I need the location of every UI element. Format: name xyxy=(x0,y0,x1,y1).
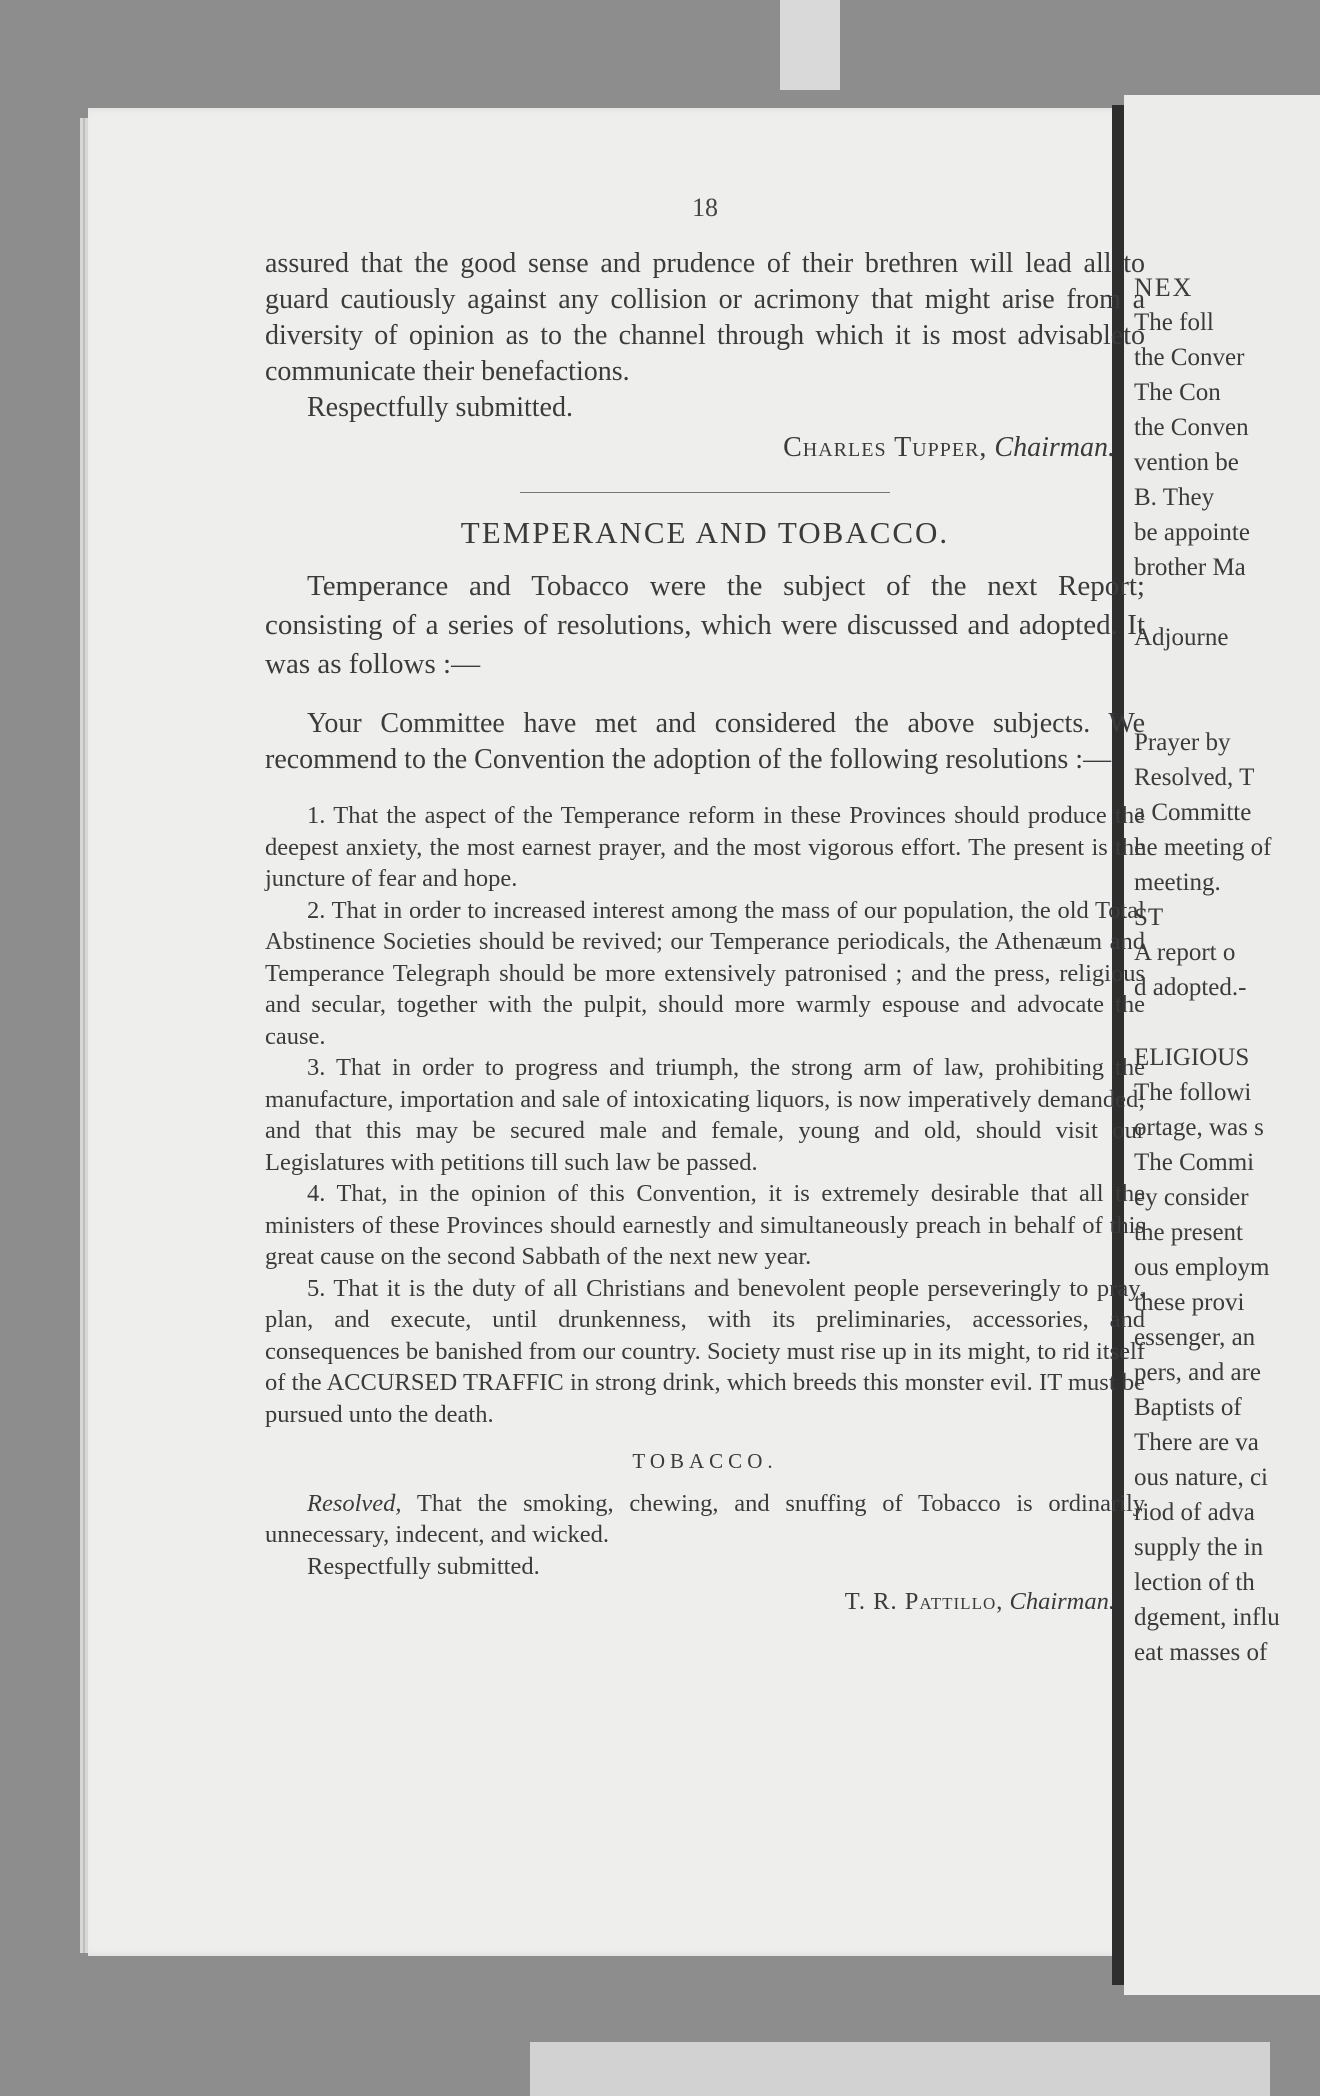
right-page-line: be appointe xyxy=(1134,519,1250,546)
scan-top-strip xyxy=(780,0,840,90)
resolution-1: 1. That the aspect of the Temperance reform in these Provinces should produce the deepest anxiety, the most earnest prayer, and the most vigorous effort. The present is the juncture of fear and hope. xyxy=(265,802,1145,892)
right-page-line: Prayer by xyxy=(1134,729,1231,756)
left-page-text xyxy=(265,190,1145,1618)
right-page-line: ELIGIOUS xyxy=(1134,1044,1250,1071)
signature-2-name: T. R. Pattillo, xyxy=(844,1588,1004,1615)
tobacco-resolved-label: Resolved, xyxy=(307,1489,402,1517)
tobacco-resolution xyxy=(265,1488,1145,1551)
resolution-4: 4. That, in the opinion of this Convention, it is extremely desirable that all the ministers of these Provinces should earnestly and simultaneously preach in behalf of this great cause on the second Sabbath of the next new year. xyxy=(265,1180,1145,1270)
right-page-line xyxy=(1134,585,1320,620)
tobacco-heading: TOBACCO. xyxy=(632,1449,778,1473)
right-page-line: There are va xyxy=(1134,1429,1259,1456)
section-divider xyxy=(520,492,890,493)
right-page-line: he meeting of xyxy=(1134,834,1272,861)
committee-paragraph: Your Committee have met and considered the above subjects. We recommend to the Convention the adoption of the following resolutions :— xyxy=(265,708,1145,775)
right-page-line xyxy=(1134,690,1320,725)
respectfully-submitted-2: Respectfully submitted. xyxy=(307,1552,540,1580)
right-page-line: d adopted.- xyxy=(1134,974,1247,1001)
signature-tupper xyxy=(265,430,1115,466)
right-page-line: the Conven xyxy=(1134,414,1249,441)
signature-1-role: Chairman. xyxy=(994,432,1115,463)
intro-paragraph: assured that the good sense and prudence of their brethren will lead all to guard cautiously against any collision or acrimony that might arise from a diversity of opinion as to the channel through which it is most advisableto communicate their benefactions. xyxy=(265,248,1145,387)
right-page-line: ous employm xyxy=(1134,1254,1270,1281)
right-page-line: The followi xyxy=(1134,1079,1252,1106)
right-page-line: essenger, an xyxy=(1134,1324,1256,1351)
right-page-line: eat masses of xyxy=(1134,1639,1268,1666)
right-page-line: brother Ma xyxy=(1134,554,1246,581)
right-page-line: supply the in xyxy=(1134,1534,1264,1561)
right-page-line: a Committe xyxy=(1134,799,1252,826)
right-page-line: B. They xyxy=(1134,484,1215,511)
page-number: 18 xyxy=(692,193,718,222)
right-page-line: vention be xyxy=(1134,449,1239,476)
right-page-line: pers, and are xyxy=(1134,1359,1262,1386)
right-page-line: these provi xyxy=(1134,1289,1245,1316)
resolutions-list xyxy=(265,800,1145,1618)
tobacco-resolution-text: That the smoking, chewing, and snuffing of Tobacco is ordinarily unnecessary, indecent, and wicked. xyxy=(265,1489,1145,1548)
section-intro: Temperance and Tobacco were the subject of the next Report; consisting of a series of resolutions, which were discussed and adopted. It was as follows :— xyxy=(265,570,1145,680)
right-page-line: The foll xyxy=(1134,309,1214,336)
respectfully-submitted-1: Respectfully submitted. xyxy=(307,392,573,423)
right-page-text xyxy=(1134,270,1320,1670)
right-page-line: the Conver xyxy=(1134,344,1245,371)
right-page-line xyxy=(1134,655,1320,690)
signature-2-role: Chairman. xyxy=(1009,1588,1115,1615)
resolution-5: 5. That it is the duty of all Christians and benevolent people perseveringly to pray, plan, and execute, until drunkenness, with its preliminaries, accessories, and consequences be banished from our country. Society must rise up in its might, to rid itself of the ACCURSED TRAFFIC in strong drink, which breeds this monster evil. IT must be pursued unto the death. xyxy=(265,1274,1145,1428)
resolution-2: 2. That in order to increased interest among the mass of our population, the old Total Abstinence Societies should be revived; our Temperance periodicals, the Athenæum and Temperance Telegraph should be more extensively patronised ; and the press, religious and secular, together with the pulpit, should more warmly espouse and advocate the cause. xyxy=(265,896,1145,1050)
right-page-line: The Commi xyxy=(1134,1149,1255,1176)
right-page-line: Resolved, T xyxy=(1134,764,1255,791)
right-page-line: A report o xyxy=(1134,939,1236,966)
signature-pattillo xyxy=(265,1586,1115,1618)
right-page-line: Baptists of xyxy=(1134,1394,1242,1421)
right-page-line: ST xyxy=(1134,904,1164,931)
resolution-3: 3. That in order to progress and triumph, the strong arm of law, prohibiting the manufacture, importation and sale of intoxicating liquors, is now imperatively demanded; and that this may be secured male and female, young and old, should visit our Legislatures with petitions till such law be passed. xyxy=(265,1054,1145,1176)
right-page-line: dgement, influ xyxy=(1134,1604,1280,1631)
right-page-line: NEX xyxy=(1134,273,1194,302)
right-page-line: ous nature, ci xyxy=(1134,1464,1268,1491)
right-page-line: lection of th xyxy=(1134,1569,1255,1596)
section-title: TEMPERANCE AND TOBACCO. xyxy=(460,515,950,550)
right-page-line: ey consider xyxy=(1134,1184,1249,1211)
right-page-line: the present xyxy=(1134,1219,1243,1246)
right-page-line: ortage, was s xyxy=(1134,1114,1264,1141)
right-page-line: The Con xyxy=(1134,379,1221,406)
right-page-line xyxy=(1134,1005,1320,1040)
right-page-line: riod of adva xyxy=(1134,1499,1255,1526)
right-page-line: meeting. xyxy=(1134,869,1221,896)
spacer xyxy=(265,684,1145,706)
scan-bottom-strip xyxy=(530,2042,1270,2096)
spacer xyxy=(265,778,1145,800)
signature-1-name: Charles Tupper, xyxy=(783,432,988,463)
right-page-line: Adjourne xyxy=(1134,624,1229,651)
